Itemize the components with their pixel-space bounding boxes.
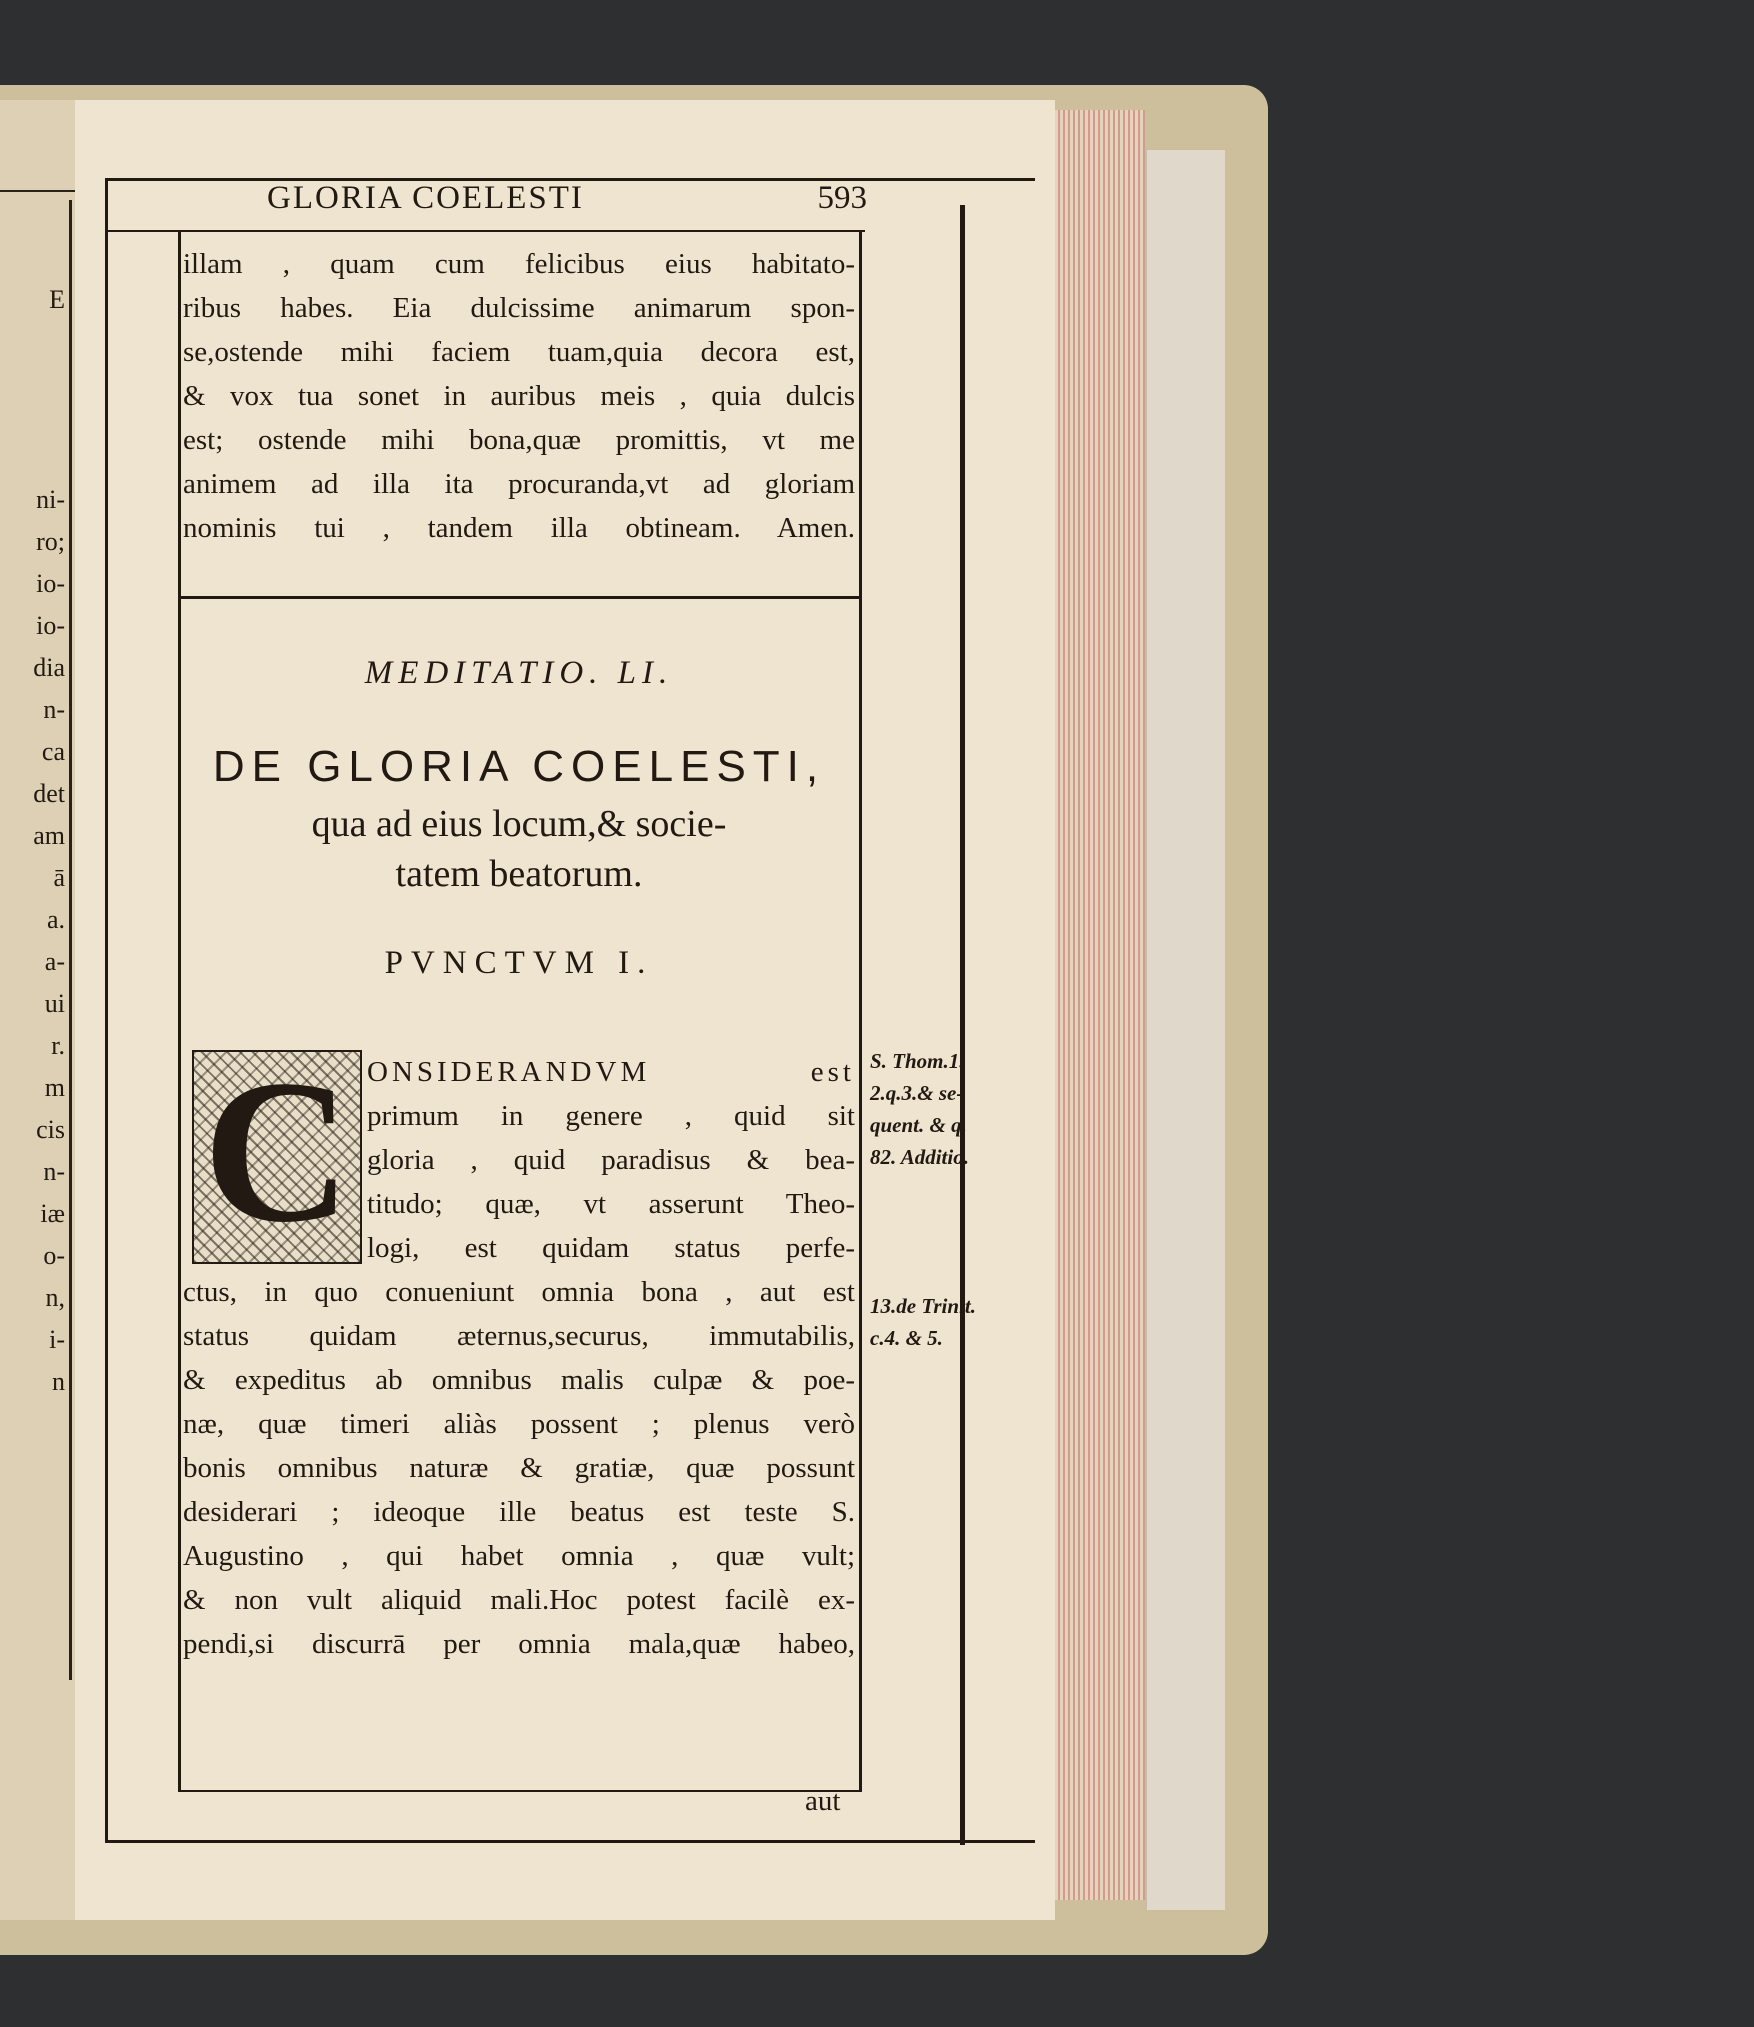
header-rule [105,230,865,232]
prayer-line: est; ostende mihi bona,quæ promittis, vt me [183,424,855,456]
body-line: ONSIDERANDVM est [367,1056,855,1088]
outer-right-rule [960,205,965,1845]
left-page-header-rule [0,190,75,192]
running-title: GLORIA COELESTI [267,180,584,216]
left-page-frame-rule [69,200,72,1680]
left-page-fragment: ro; [36,527,65,556]
left-page-fragment: io- [36,611,65,640]
left-page-fragment: m [44,1073,65,1102]
body-line: næ, quæ timeri aliàs possent ; plenus verò [183,1408,855,1440]
left-page-fragment: r. [51,1031,65,1060]
meditation-title: DE GLORIA COELESTI, [212,742,826,791]
meditation-subtitle: qua ad eius locum,& socie- [311,803,727,845]
body-line: gloria , quid paradisus & bea- [367,1144,855,1176]
left-page-fragment: E [49,285,65,314]
body-line: logi, est quidam status perfe- [367,1232,855,1264]
margin-note-line: quent. & q. [870,1113,967,1137]
margin-note-trinitate [870,1290,1045,1354]
running-header [187,180,867,230]
margin-note-line: S. Thom.1. [870,1049,965,1073]
margin-note-thomas [870,1045,1045,1173]
body-line: bonis omnibus naturæ & gratiæ, quæ possunt [183,1452,855,1484]
body-line: Augustino , qui habet omnia , quæ vult; [183,1540,855,1572]
left-page-fragment: am [33,821,65,850]
left-page [0,100,77,1920]
punctum-heading: PVNCTVM I. [384,945,654,981]
left-page-fragment: ni- [36,485,65,514]
catchword: aut [805,1785,841,1817]
prayer-line: & vox tua sonet in auribus meis , quia dulcis [183,380,855,412]
prayer-line: animem ad illa ita procuranda,vt ad gloriam [183,468,855,500]
margin-note-line: 82. Additio. [870,1145,969,1169]
body-line: titudo; quæ, vt asserunt Theo- [367,1188,855,1220]
decorated-initial [192,1038,362,1265]
book-page [75,100,1055,1920]
section-divider-rule [178,596,862,599]
left-page-fragment: n [52,1367,65,1396]
body-line: pendi,si discurrā per omnia mala,quæ habeo, [183,1628,855,1660]
left-page-fragment: ā [53,863,65,892]
page-number: 593 [817,180,867,216]
body-line: status quidam æternus,securus, immutabilis, [183,1320,855,1352]
left-page-fragment: o- [43,1241,65,1270]
text-block-right-rule [859,230,862,1790]
left-page-fragment: dia [33,653,65,682]
left-page-fragment: ui [44,989,65,1018]
body-line: desiderari ; ideoque ille beatus est teste S. [183,1496,855,1528]
left-page-fragment: a. [46,905,65,934]
left-page-fragment: n- [43,695,65,724]
outer-left-rule [105,178,108,1843]
left-page-fragment: a- [44,947,65,976]
left-page-fragment: n- [43,1157,65,1186]
prayer-line: se,ostende mihi faciem tuam,quia decora est, [183,336,855,368]
body-line: ctus, in quo conueniunt omnia bona , aut est [183,1276,855,1308]
bottom-rule [105,1840,1035,1843]
prayer-line: nominis tui , tandem illa obtineam. Amen. [183,512,855,544]
body-line: primum in genere , quid sit [367,1100,855,1132]
margin-note-line: 13.de Trinit. [870,1294,976,1318]
left-page-fragment: ca [41,737,65,766]
initial-letter: C [202,1038,352,1265]
body-line: & non vult aliquid mali.Hoc potest facilè ex- [183,1584,855,1616]
left-page-fragment: n, [45,1283,65,1312]
margin-note-line: 2.q.3.& se- [870,1081,964,1105]
left-page-fragment: det [33,779,65,808]
endpaper [1145,150,1225,1910]
left-page-fragment: cis [36,1115,65,1144]
meditation-subtitle: tatem beatorum. [395,853,643,895]
text-block-bottom-rule [178,1790,862,1792]
left-page-fragment: io- [36,569,65,598]
text-block-left-rule [178,230,181,1790]
margin-note-line: c.4. & 5. [870,1326,943,1350]
prayer-line: ribus habes. Eia dulcissime animarum spon- [183,292,855,324]
body-line: & expeditus ab omnibus malis culpæ & poe- [183,1364,855,1396]
page-edges [1050,110,1145,1900]
left-page-fragment: i- [49,1325,65,1354]
left-page-fragment: iæ [40,1199,65,1228]
prayer-line: illam , quam cum felicibus eius habitato- [183,248,855,280]
meditation-label: MEDITATIO. LI. [364,655,674,691]
